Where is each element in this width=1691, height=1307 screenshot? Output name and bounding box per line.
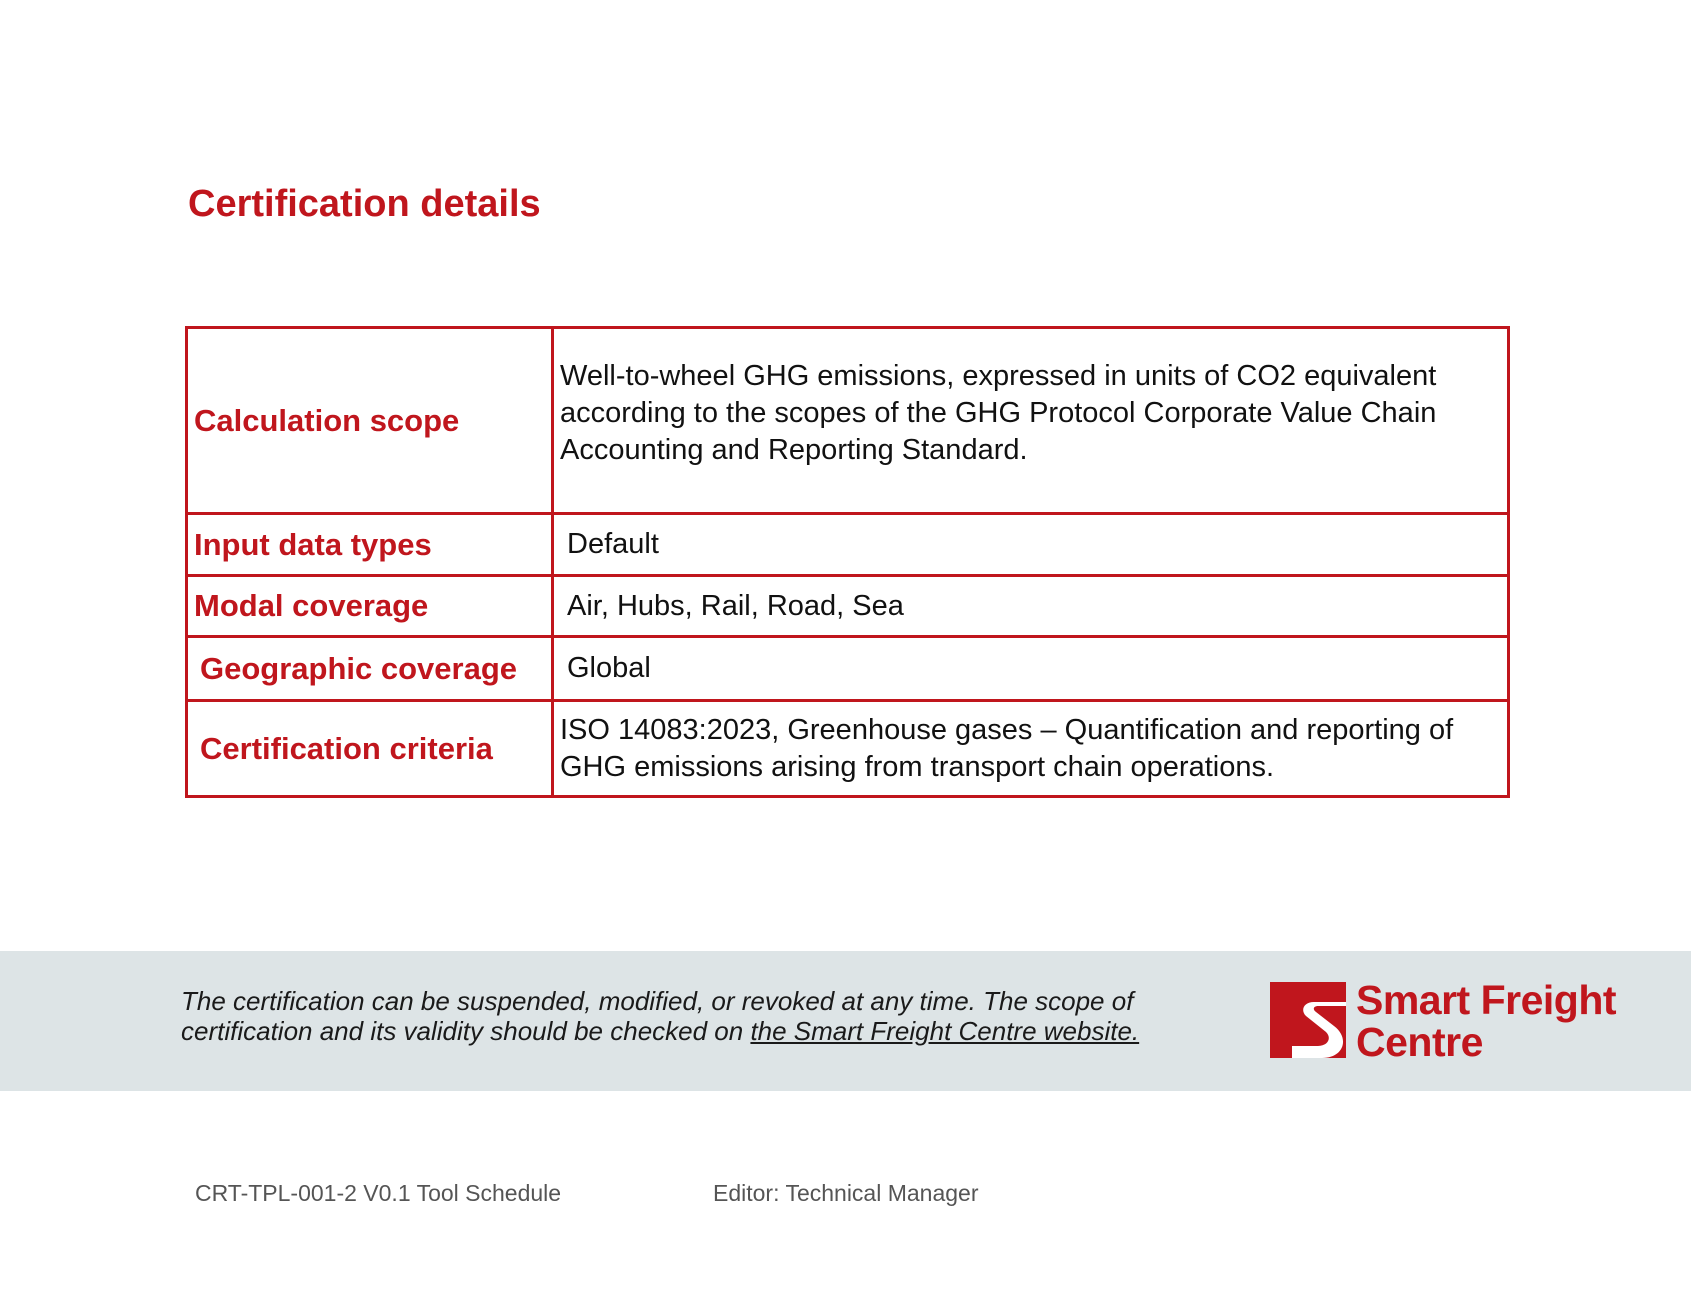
table-row-calculation-scope xyxy=(187,328,1509,514)
disclaimer-body: The certification can be suspended, modified, or revoked at any time. The scope of certification and its validity should be checked on xyxy=(181,986,1134,1046)
logo-line-2: Centre xyxy=(1356,1019,1483,1065)
certification-details-table xyxy=(185,326,1510,798)
page-title: Certification details xyxy=(188,183,541,225)
row-label: Geographic coverage xyxy=(187,637,553,701)
table-row-input-data-types xyxy=(187,514,1509,576)
footer-editor: Editor: Technical Manager xyxy=(713,1180,979,1206)
disclaimer-text xyxy=(181,986,1181,1046)
table-row-geographic-coverage xyxy=(187,637,1509,701)
logo-line-1: Smart Freight xyxy=(1356,977,1617,1023)
smart-freight-centre-website-link[interactable]: the Smart Freight Centre website. xyxy=(750,1016,1140,1046)
logo-wordmark xyxy=(1356,979,1616,1063)
row-value: Air, Hubs, Rail, Road, Sea xyxy=(553,576,1509,637)
footer-document-id: CRT-TPL-001-2 V0.1 Tool Schedule xyxy=(195,1180,562,1206)
row-value: Global xyxy=(553,637,1509,701)
row-label: Certification criteria xyxy=(187,701,553,797)
row-label: Input data types xyxy=(187,514,553,576)
row-label: Calculation scope xyxy=(187,328,553,514)
row-label: Modal coverage xyxy=(187,576,553,637)
disclaimer-banner xyxy=(0,951,1691,1091)
row-value: Well-to-wheel GHG emissions, expressed in units of CO2 equivalent according to the scopes of the GHG Protocol Corporate Value Chain Accounting and Reporting Standard. xyxy=(553,328,1509,514)
smart-freight-centre-logo xyxy=(1270,977,1660,1065)
row-value: ISO 14083:2023, Greenhouse gases – Quantification and reporting of GHG emissions arising from transport chain operations. xyxy=(553,701,1509,797)
table-row-modal-coverage xyxy=(187,576,1509,637)
smart-freight-centre-s-logo-icon xyxy=(1270,982,1346,1058)
table-row-certification-criteria xyxy=(187,701,1509,797)
row-value: Default xyxy=(553,514,1509,576)
